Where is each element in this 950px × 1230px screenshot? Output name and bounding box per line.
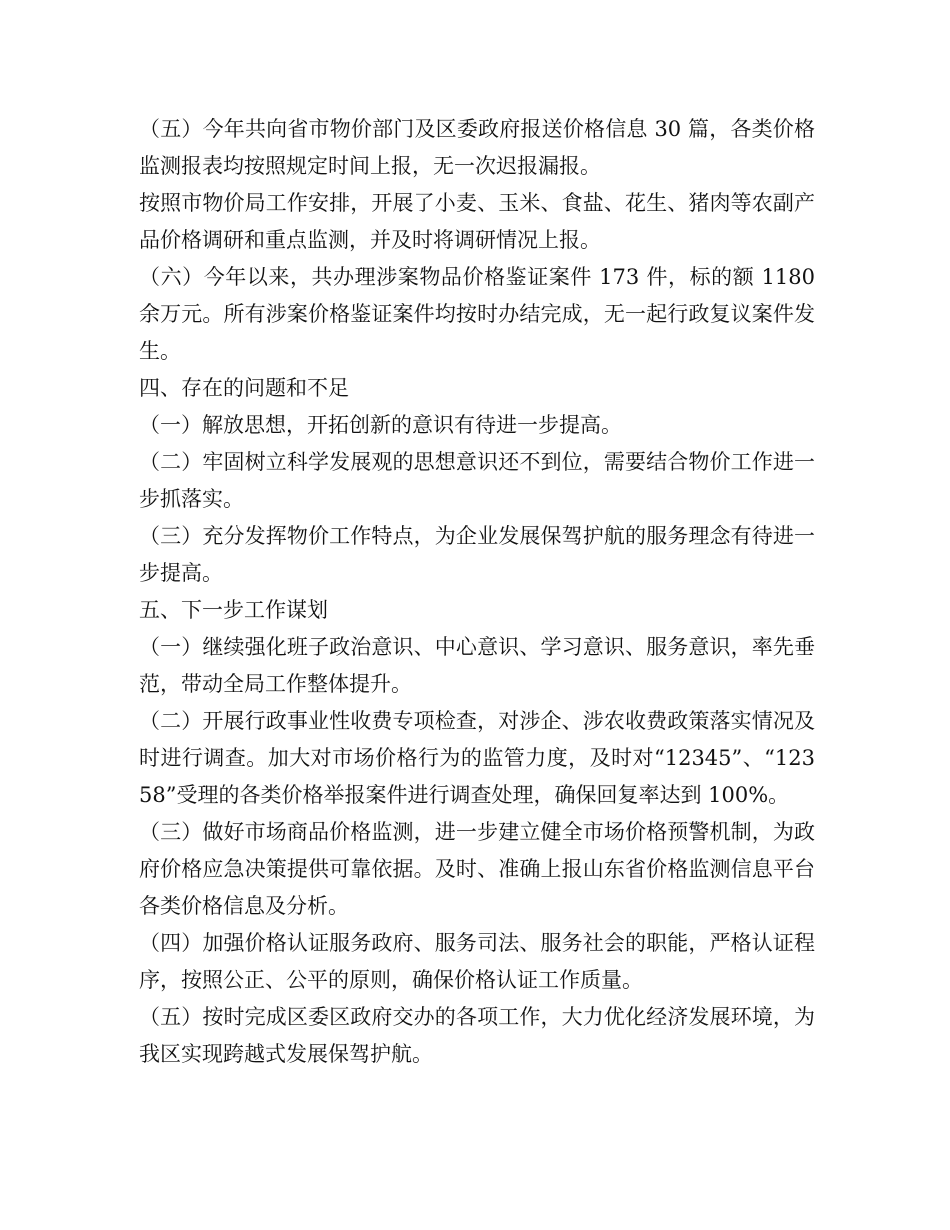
paragraph-plan-1: （一）继续强化班子政治意识、中心意识、学习意识、服务意识，率先垂范，带动全局工作整体提升。	[139, 635, 815, 696]
document-body	[139, 111, 815, 1073]
paragraph-plan-5: （五）按时完成区委区政府交办的各项工作，大力优化经济发展环境，为我区实现跨越式发展保驾护航。	[139, 1005, 815, 1066]
paragraph-problem-2: （二）牢固树立科学发展观的思想意识还不到位，需要结合物价工作进一步抓落实。	[139, 450, 815, 511]
paragraph-problem-1: （一）解放思想，开拓创新的意识有待进一步提高。	[139, 413, 622, 437]
paragraph-plan-3: （三）做好市场商品价格监测，进一步建立健全市场价格预警机制，为政府价格应急决策提供可靠依据。及时、准确上报山东省价格监测信息平台各类价格信息及分析。	[139, 820, 815, 918]
paragraph-price-appraisal-cases: （六）今年以来，共办理涉案物品价格鉴证案件 173 件，标的额 1180 余万元。所有涉案价格鉴证案件均按时办结完成，无一起行政复议案件发生。	[139, 265, 815, 363]
paragraph-problem-3: （三）充分发挥物价工作特点，为企业发展保驾护航的服务理念有待进一步提高。	[139, 524, 815, 585]
section-heading-problems: 四、存在的问题和不足	[139, 376, 349, 400]
paragraph-agricultural-price-survey: 按照市物价局工作安排，开展了小麦、玉米、食盐、花生、猪肉等农副产品价格调研和重点监测，并及时将调研情况上报。	[139, 191, 815, 252]
paragraph-plan-4: （四）加强价格认证服务政府、服务司法、服务社会的职能，严格认证程序，按照公正、公平的原则，确保价格认证工作质量。	[139, 931, 815, 992]
section-heading-next-steps: 五、下一步工作谋划	[139, 598, 328, 622]
paragraph-price-info-report: （五）今年共向省市物价部门及区委政府报送价格信息 30 篇，各类价格监测报表均按照规定时间上报，无一次迟报漏报。	[139, 117, 815, 178]
paragraph-plan-2: （二）开展行政事业性收费专项检查，对涉企、涉农收费政策落实情况及时进行调查。加大对市场价格行为的监管力度，及时对“12345”、“12358”受理的各类价格举报案件进行调查处理，确保回复率达到 100%。	[139, 709, 815, 807]
